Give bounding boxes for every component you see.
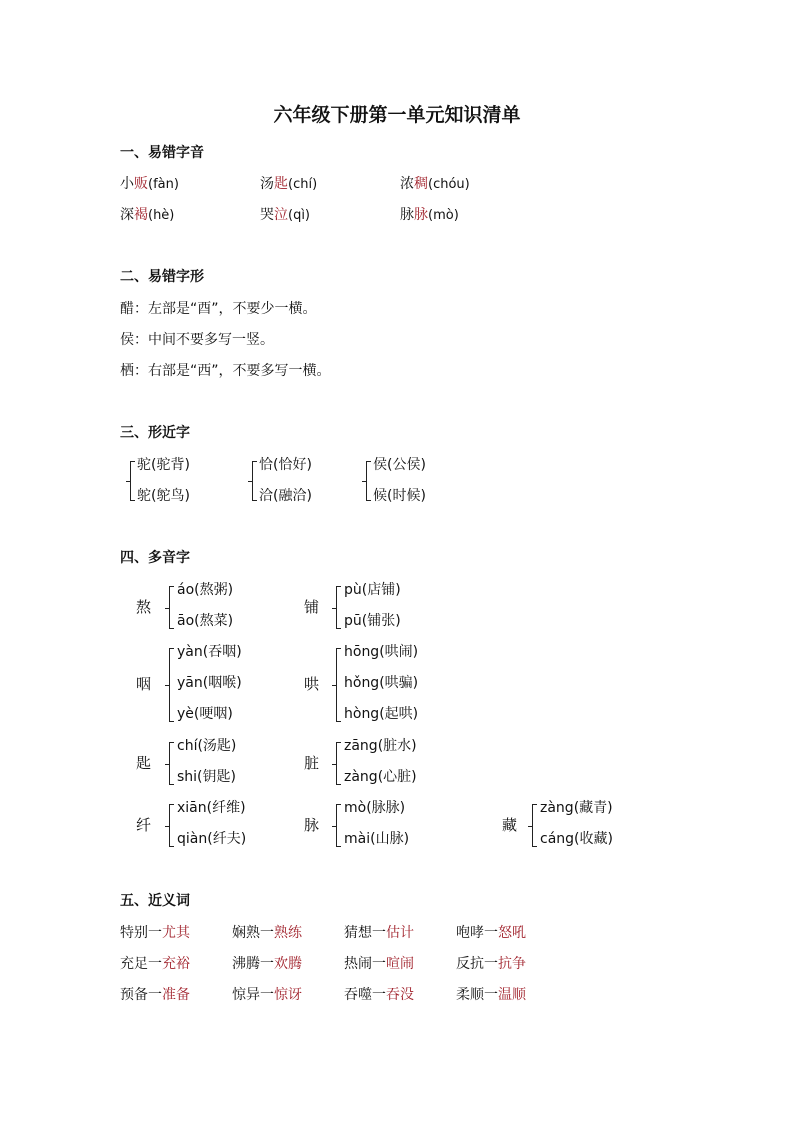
synonym-pair (232, 988, 302, 1002)
highlighted-char: 脉 (414, 207, 428, 223)
synonym-word: 充足 (120, 956, 148, 972)
brace (336, 648, 341, 722)
section-heading-glyph-errors: 二、易错字形 (120, 269, 204, 285)
section-heading-similar-chars: 三、形近字 (120, 425, 190, 441)
dash: 一 (260, 956, 274, 972)
brace (336, 586, 341, 629)
highlighted-char: 匙 (274, 176, 288, 192)
brace (169, 586, 174, 629)
glyph-note: 侯：中间不要多写一竖。 (120, 332, 274, 348)
pinyin: (qì) (288, 208, 311, 223)
word-prefix: 小 (120, 176, 134, 192)
polyphone-char: 熬 (136, 597, 152, 616)
pinyin: (chí) (288, 177, 318, 192)
polyphone-reading: cáng(收藏) (540, 831, 613, 847)
dash: 一 (148, 987, 162, 1003)
pronunciation-item (400, 177, 470, 191)
dash: 一 (372, 956, 386, 972)
pinyin: (chóu) (428, 177, 470, 192)
synonym-pair (344, 926, 414, 940)
polyphone-char: 脏 (304, 753, 320, 772)
dash: 一 (148, 925, 162, 941)
pinyin: (hè) (148, 208, 175, 223)
synonym-pair (344, 988, 414, 1002)
dash: 一 (260, 987, 274, 1003)
synonym-word: 吞噬 (344, 987, 372, 1003)
polyphone-reading: hōng(哄闹) (344, 644, 419, 660)
brace (130, 461, 135, 501)
similar-char-entry: 候(时候) (373, 488, 426, 504)
synonym-pair (456, 926, 526, 940)
synonym-word: 热闹 (344, 956, 372, 972)
word-prefix: 深 (120, 207, 134, 223)
polyphone-reading: zāng(脏水) (344, 738, 417, 754)
pinyin: (mò) (428, 208, 459, 223)
pronunciation-item (120, 208, 174, 222)
polyphone-char: 纤 (136, 815, 152, 834)
similar-char-entry: 恰(恰好) (259, 457, 312, 473)
polyphone-reading: xiān(纤维) (177, 800, 246, 816)
synonym-pair (120, 926, 190, 940)
synonym-word-highlight: 怒吼 (498, 925, 526, 941)
synonym-word: 猜想 (344, 925, 372, 941)
highlighted-char: 稠 (414, 176, 428, 192)
polyphone-reading: yàn(吞咽) (177, 644, 242, 660)
pronunciation-item (400, 208, 459, 222)
dash: 一 (484, 987, 498, 1003)
polyphone-reading: zàng(藏青) (540, 800, 613, 816)
word-prefix: 哭 (260, 207, 274, 223)
section-heading-synonyms: 五、近义词 (120, 893, 190, 909)
synonym-word-highlight: 尤其 (162, 925, 190, 941)
synonym-word: 柔顺 (456, 987, 484, 1003)
brace (366, 461, 371, 501)
page-title: 六年级下册第一单元知识清单 (273, 104, 521, 126)
polyphone-reading: mò(脉脉) (344, 800, 406, 816)
synonym-pair (344, 957, 414, 971)
synonym-word: 娴熟 (232, 925, 260, 941)
pinyin: (fàn) (148, 177, 179, 192)
synonym-pair (120, 988, 190, 1002)
polyphone-reading: āo(熬菜) (177, 613, 234, 629)
synonym-word: 惊异 (232, 987, 260, 1003)
synonym-word-highlight: 充裕 (162, 956, 190, 972)
word-prefix: 汤 (260, 176, 274, 192)
synonym-word-highlight: 准备 (162, 987, 190, 1003)
synonym-word-highlight: 熟练 (274, 925, 302, 941)
brace (336, 804, 341, 847)
polyphone-char: 咽 (136, 675, 152, 693)
polyphone-char: 哄 (304, 675, 320, 693)
polyphone-char: 铺 (304, 597, 320, 616)
synonym-word-highlight: 欢腾 (274, 956, 302, 972)
synonym-word-highlight: 温顺 (498, 987, 526, 1003)
glyph-note: 栖：右部是“西”，不要多写一横。 (120, 363, 331, 379)
polyphone-reading: yān(咽喉) (177, 675, 242, 691)
synonym-pair (456, 957, 526, 971)
polyphone-reading: áo(熬粥) (177, 582, 234, 598)
brace (336, 742, 341, 785)
dash: 一 (260, 925, 274, 941)
pronunciation-item (120, 177, 179, 191)
polyphone-reading: yè(哽咽) (177, 706, 233, 722)
similar-char-entry: 侯(公侯) (373, 457, 426, 473)
synonym-word-highlight: 吞没 (386, 987, 414, 1003)
dash: 一 (372, 987, 386, 1003)
glyph-note: 醋：左部是“酉”，不要少一横。 (120, 301, 317, 317)
synonym-pair (120, 957, 190, 971)
pronunciation-item (260, 208, 310, 222)
pronunciation-item (260, 177, 317, 191)
word-prefix: 脉 (400, 207, 414, 223)
polyphone-char: 匙 (136, 753, 152, 772)
polyphone-char: 脉 (304, 815, 320, 834)
similar-char-entry: 洽(融洽) (259, 488, 312, 504)
polyphone-reading: pù(店铺) (344, 582, 401, 598)
highlighted-char: 褐 (134, 207, 148, 223)
synonym-word: 沸腾 (232, 956, 260, 972)
synonym-pair (232, 926, 302, 940)
synonym-word: 特别 (120, 925, 148, 941)
synonym-word-highlight: 喧闹 (386, 956, 414, 972)
synonym-word: 预备 (120, 987, 148, 1003)
synonym-word-highlight: 抗争 (498, 956, 526, 972)
highlighted-char: 泣 (274, 207, 288, 223)
similar-char-entry: 驼(驼背) (137, 457, 190, 473)
polyphone-reading: shi(钥匙) (177, 769, 236, 785)
polyphone-reading: qiàn(纤夫) (177, 831, 247, 847)
synonym-pair (456, 988, 526, 1002)
dash: 一 (148, 956, 162, 972)
brace (169, 804, 174, 847)
section-heading-polyphones: 四、多音字 (120, 550, 190, 566)
synonym-pair (232, 957, 302, 971)
section-heading-pronunciation: 一、易错字音 (120, 145, 204, 161)
similar-char-entry: 鸵(鸵鸟) (137, 488, 190, 504)
synonym-word: 咆哮 (456, 925, 484, 941)
polyphone-reading: pū(铺张) (344, 613, 401, 629)
polyphone-char: 藏 (502, 815, 518, 834)
brace (169, 648, 174, 722)
brace (169, 742, 174, 785)
highlighted-char: 贩 (134, 176, 148, 192)
polyphone-reading: chí(汤匙) (177, 738, 237, 754)
dash: 一 (484, 956, 498, 972)
synonym-word-highlight: 惊讶 (274, 987, 302, 1003)
polyphone-reading: zàng(心脏) (344, 769, 417, 785)
dash: 一 (372, 925, 386, 941)
brace (252, 461, 257, 501)
synonym-word-highlight: 估计 (386, 925, 414, 941)
dash: 一 (484, 925, 498, 941)
synonym-word: 反抗 (456, 956, 484, 972)
polyphone-reading: hòng(起哄) (344, 706, 419, 722)
word-prefix: 浓 (400, 176, 414, 192)
polyphone-reading: mài(山脉) (344, 831, 410, 847)
polyphone-reading: hǒng(哄骗) (344, 675, 419, 691)
brace (532, 804, 537, 847)
